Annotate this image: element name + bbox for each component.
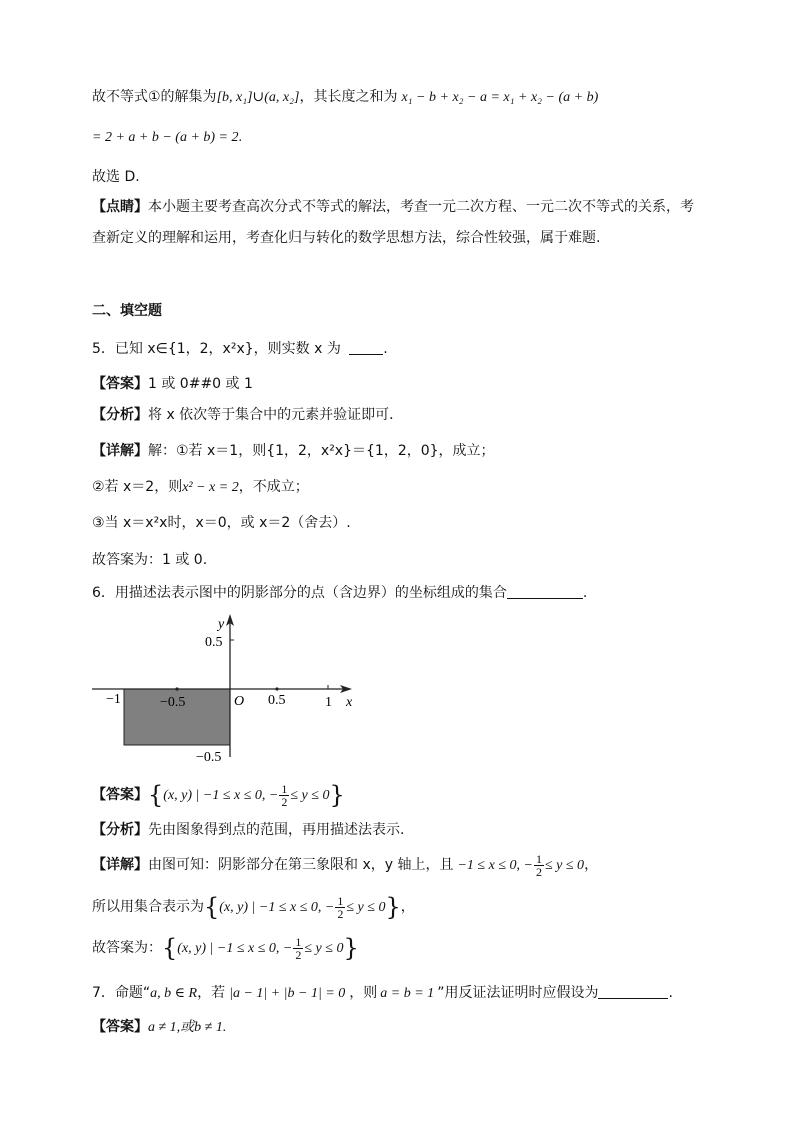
fraction-numerator: 1 (337, 893, 344, 908)
q5-detail-3: ③当 x＝x²x时，x＝0，或 x＝2（舍去）. (92, 515, 351, 531)
analysis-text: 先由图象得到点的范围，再用描述法表示. (148, 822, 405, 838)
text: . (582, 585, 588, 601)
analysis-text: 将 x 依次等于集合中的元素并验证即可． (148, 407, 404, 423)
fraction-half (335, 895, 345, 920)
set-head: (x, y) | −1 ≤ x ≤ 0, − (163, 788, 279, 803)
q5-analysis (92, 406, 403, 424)
text: ②若 x＝2，则 (92, 479, 183, 495)
set-tail: ≤ y ≤ 0 (304, 941, 344, 956)
text: 本小题主要考查高次分式不等式的解法，考查一元二次方程、一元二次不等式的关系，考 (148, 199, 694, 215)
remark-line-1 (92, 198, 694, 216)
q5-stem (92, 340, 388, 358)
y-axis-label: y (218, 617, 225, 632)
q5-detail-2 (92, 478, 309, 497)
q5-answer (92, 375, 253, 393)
analysis-tag: 【分析】 (92, 822, 148, 838)
tick-label-x-pos1: 1 (325, 695, 332, 710)
choice-line: 故选 D. (92, 169, 140, 185)
brace-close: } (343, 934, 359, 962)
set-head: (x, y) | −1 ≤ x ≤ 0, − (177, 941, 293, 956)
text: ，不成立； (238, 479, 309, 495)
q5-final: 故答案为：1 或 0. (92, 552, 208, 568)
text: ，则 (349, 985, 378, 1001)
q7-answer (92, 1018, 226, 1037)
brace-open: { (204, 893, 220, 921)
remark-line-2: 查新定义的理解和运用，考查化归与转化的数学思想方法，综合性较强，属于难题. (92, 230, 601, 246)
section-title: 二、填空题 (92, 303, 162, 319)
final-text: 故答案为： (92, 940, 162, 956)
text: ， (400, 899, 415, 915)
tick-label-x-neg1: −1 (106, 692, 121, 707)
text: 故不等式①的解集为 (92, 89, 217, 105)
math-range-tail: ≤ y ≤ 0 (544, 858, 585, 873)
math-equation: x² − x = 2 (182, 480, 239, 495)
tick-label-y-pos: 0.5 (205, 635, 223, 650)
text: . (383, 341, 388, 357)
brace-open: { (162, 934, 178, 962)
q6-stem (92, 584, 587, 602)
q6-detail-1 (92, 852, 598, 879)
answer-text: a ≠ 1,或b ≠ 1. (148, 1020, 227, 1035)
brace-open: { (148, 781, 164, 809)
brace-close: } (385, 893, 401, 921)
tick-label-y-neg: −0.5 (196, 750, 222, 765)
brace-close: } (329, 781, 345, 809)
q6-detail-2 (92, 894, 415, 921)
fraction-half (279, 783, 289, 808)
tick-dot (275, 687, 278, 690)
set-tail: ≤ y ≤ 0 (290, 788, 330, 803)
answer-blank (349, 341, 383, 355)
analysis-tag: 【分析】 (92, 407, 148, 423)
answer-blank (507, 585, 583, 599)
detail-text: 解：①若 x＝1，则{1，2，x²x}＝{1，2，0}，成立； (148, 443, 495, 459)
text: ”用反证法证明时应假设为 (437, 985, 599, 1001)
answer-tag: 【答案】 (92, 376, 148, 392)
math-result: = 2 + a + b − (a + b) = 2 (92, 130, 239, 145)
math-domain: a, b ∈ R (150, 986, 198, 1001)
set-head: (x, y) | −1 ≤ x ≤ 0, − (219, 900, 335, 915)
detail-text: 由图可知：阴影部分在第三象限和 x，y 轴上，且 (148, 857, 454, 873)
tick-dot (175, 687, 178, 690)
detail-tag: 【详解】 (92, 857, 148, 873)
x-axis-label: x (346, 695, 353, 710)
length-result-line (92, 128, 242, 147)
answer-tag: 【答案】 (92, 787, 148, 803)
text: ，其长度之和为 (299, 89, 398, 105)
fraction-numerator: 1 (535, 851, 542, 866)
fraction-denominator: 2 (295, 947, 302, 962)
fraction-denominator: 2 (535, 864, 542, 879)
set-tail: ≤ y ≤ 0 (346, 900, 386, 915)
solution-interval-line (92, 88, 598, 107)
remark-tag: 【点睛】 (92, 199, 148, 215)
text: ， (584, 857, 599, 873)
tick-label-x-neg05: −0.5 (160, 695, 186, 710)
text: 5．已知 x∈{1，2，x²x}，则实数 x 为 (92, 341, 341, 357)
answer-blank (598, 985, 668, 999)
fraction-denominator: 2 (281, 794, 288, 809)
q6-analysis (92, 821, 404, 839)
math-conclusion: a = b = 1 (380, 986, 435, 1001)
q6-final (92, 935, 359, 962)
q6-answer (92, 782, 345, 809)
math-interval: [b, x₁]∪(a, x₂] (216, 90, 300, 105)
fraction-numerator: 1 (295, 934, 302, 949)
text: . (668, 985, 673, 1001)
fraction-numerator: 1 (281, 781, 288, 796)
q7-stem (92, 984, 673, 1003)
fraction-denominator: 2 (337, 906, 344, 921)
tick-label-x-pos05: 0.5 (268, 693, 286, 708)
math-condition: |a − 1| + |b − 1| = 0 (229, 986, 346, 1001)
q5-detail-1 (92, 442, 495, 460)
detail-tag: 【详解】 (92, 443, 148, 459)
math-range: −1 ≤ x ≤ 0, − (457, 858, 533, 873)
answer-text: 1 或 0##0 或 1 (148, 376, 253, 392)
math-length-sum: x₁ − b + x₂ − a = x₁ + x₂ − (a + b) (401, 90, 599, 105)
text: . (238, 130, 243, 145)
text: 6．用描述法表示图中的阴影部分的点（含边界）的坐标组成的集合 (92, 585, 507, 601)
fraction-half (293, 936, 303, 961)
text: ，若 (197, 985, 226, 1001)
detail-text: 所以用集合表示为 (92, 899, 204, 915)
coordinate-figure (90, 612, 370, 772)
text: 7．命题“ (92, 985, 151, 1001)
fraction-half (534, 853, 544, 878)
origin-label: O (234, 694, 245, 709)
answer-tag: 【答案】 (92, 1019, 148, 1035)
